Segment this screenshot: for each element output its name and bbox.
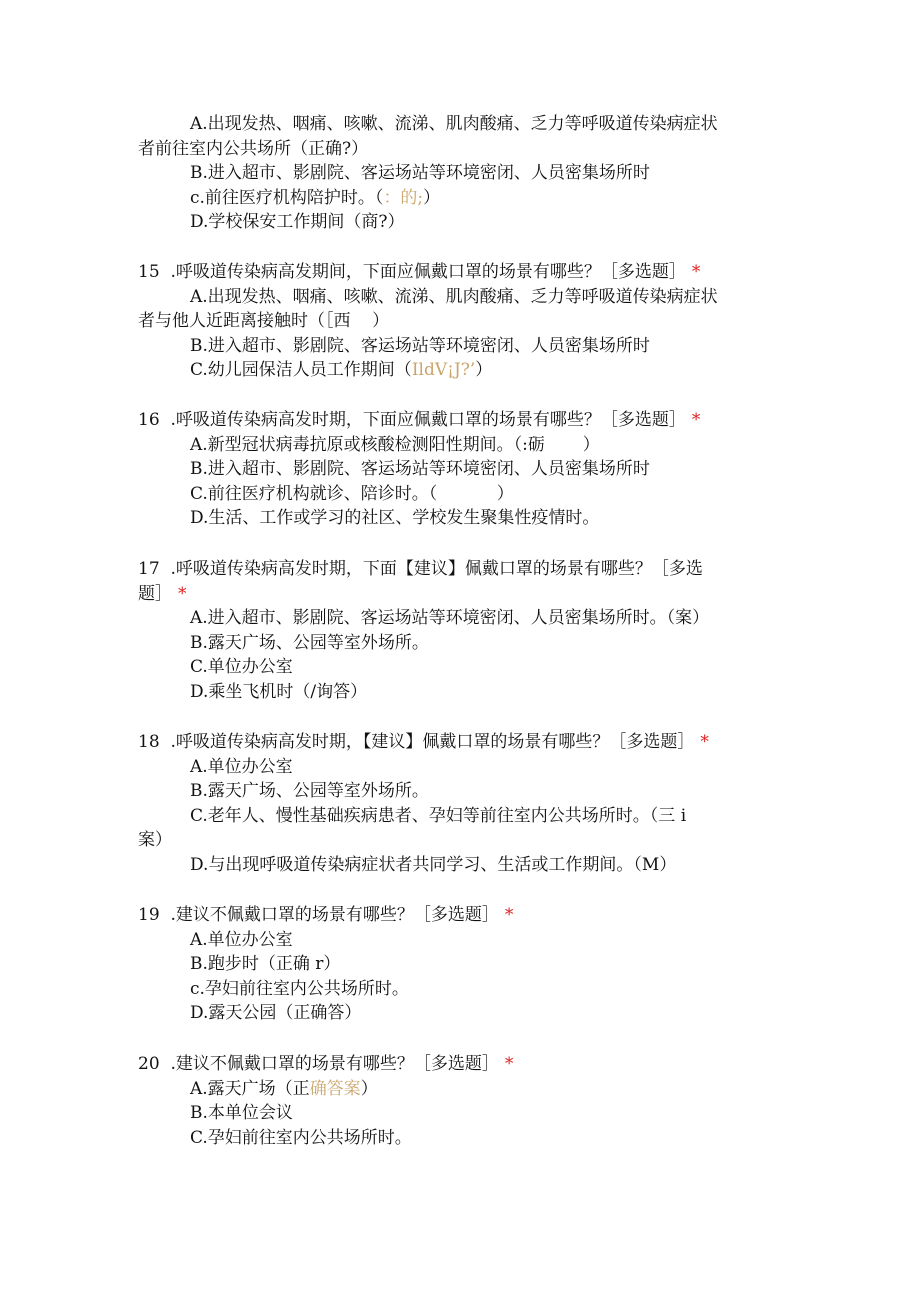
option-c: C.孕妇前往室内公共场所时。	[190, 1127, 412, 1148]
question-20-title	[138, 1052, 778, 1077]
option-d: D.乘坐飞机时（/询答）	[190, 681, 368, 702]
option-b: B.进入超市、影剧院、客运场站等环境密闭、人员密集场所时	[190, 163, 650, 183]
option-b: B.进入超市、影剧院、客运场站等环境密闭、人员密集场所时	[190, 459, 650, 479]
option-a-close: ）	[360, 1078, 378, 1099]
option-d: D.生活、工作或学习的社区、学校发生聚集性疫情时。	[190, 508, 600, 528]
option-d: D.学校保安工作期间（商?）	[190, 212, 405, 232]
question-16-title	[138, 408, 778, 433]
required-star: *	[178, 583, 187, 604]
question-19	[138, 903, 778, 1026]
question-19-title-text: 19 .建议不佩戴口罩的场景有哪些？［多选题］	[138, 905, 499, 925]
option-a-line-2: 者与他人近距离接触时（［西 ）	[138, 311, 390, 331]
option-d: D.与出现呼吸道传染病症状者共同学习、生活或工作期间。（M）	[190, 854, 677, 875]
required-star: *	[691, 262, 701, 282]
option-a: A.进入超市、影剧院、客运场站等环境密闭、人员密集场所时。（案）	[190, 608, 710, 628]
option-a	[138, 1077, 778, 1102]
question-14-options	[138, 112, 778, 235]
option-c-text: C.幼儿园保洁人员工作期间（	[190, 360, 412, 380]
option-c	[138, 358, 778, 383]
option-a-line-2: 者前往室内公共场所（正确?）	[138, 138, 369, 159]
question-15	[138, 260, 778, 383]
option-d: D.露天公园（正确答）	[190, 1003, 362, 1023]
required-star: *	[504, 905, 514, 925]
question-16	[138, 408, 778, 531]
option-a-line-1: A.出现发热、咽痛、咳嗽、流涕、肌肉酸痛、乏力等呼吸道传染病症状	[190, 286, 718, 307]
option-b: B.本单位会议	[190, 1103, 293, 1123]
option-b: B.露天广场、公园等室外场所。	[190, 632, 429, 653]
question-17-title-text: 题］	[138, 583, 172, 604]
option-c-close: ）	[475, 360, 493, 380]
question-17-title-line-2	[138, 582, 778, 607]
option-c: c.孕妇前往室内公共场所时。	[190, 978, 409, 999]
question-18-title-text: 18 .呼吸道传染病高发时期，【建议】佩戴口罩的场景有哪些？［多选题］	[138, 732, 695, 752]
option-a-line-1: A.出现发热、咽痛、咳嗽、流涕、肌肉酸痛、乏力等呼吸道传染病症状	[190, 114, 718, 134]
option-b: B.跑步时（正确 r）	[190, 954, 341, 974]
question-15-title	[138, 260, 778, 285]
question-16-title-text: 16 .呼吸道传染病高发时期，下面应佩戴口罩的场景有哪些？［多选题］	[138, 410, 686, 430]
option-c-text: c.前往医疗机构陪护时。（	[190, 187, 384, 208]
option-c	[138, 186, 778, 211]
option-c-answer: ：的;	[383, 187, 424, 208]
option-c-line-1: C.老年人、慢性基础疾病患者、孕妇等前往室内公共场所时。（三 i	[190, 805, 687, 826]
option-a: A.单位办公室	[190, 756, 293, 777]
question-18	[138, 730, 778, 877]
question-18-title	[138, 730, 778, 755]
required-star: *	[700, 732, 709, 752]
question-20-title-text: 20 .建议不佩戴口罩的场景有哪些？［多选题］	[138, 1054, 499, 1074]
required-star: *	[691, 410, 701, 430]
option-a-answer: 确答案	[309, 1078, 361, 1099]
option-c-answer: IldV¡J?’	[411, 360, 476, 380]
option-b: B.露天广场、公园等室外场所。	[190, 781, 429, 801]
option-a: A.新型冠状病毒抗原或核酸检测阳性期间。（:砺 ）	[190, 434, 600, 455]
option-b: B.进入超市、影剧院、客运场站等环境密闭、人员密集场所时	[190, 335, 650, 356]
question-17-title-line-1: 17 .呼吸道传染病高发时期，下面【建议】佩戴口罩的场景有哪些？［多选	[138, 559, 703, 579]
question-17	[138, 557, 778, 704]
required-star: *	[504, 1054, 514, 1074]
option-c-line-2: 案）	[138, 830, 172, 850]
question-19-title	[138, 903, 778, 928]
option-c-close: ）	[423, 187, 441, 208]
question-20	[138, 1052, 778, 1150]
option-a: A.单位办公室	[190, 929, 293, 950]
option-c: C.单位办公室	[190, 657, 293, 677]
question-15-title-text: 15 .呼吸道传染病高发期间，下面应佩戴口罩的场景有哪些？［多选题］	[138, 262, 686, 282]
option-c: C.前往医疗机构就诊、陪诊时。（ ）	[190, 483, 514, 504]
option-a-text: A.露天广场（正	[190, 1078, 310, 1099]
